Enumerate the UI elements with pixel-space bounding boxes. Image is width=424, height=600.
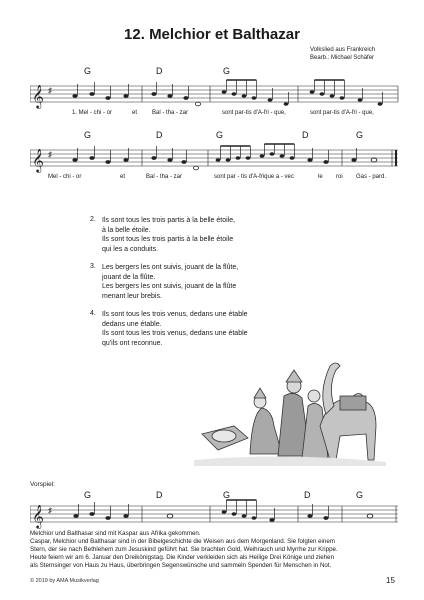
svg-text:♯: ♯ [48, 150, 52, 159]
lyrics-segment: Bal - tha - zar [146, 174, 183, 180]
verse-line: Ils sont tous les trois partis à la belle étoile [102, 236, 234, 243]
svg-text:𝄞: 𝄞 [32, 148, 44, 172]
staff-lines [30, 76, 400, 126]
nativity-illustration [190, 356, 390, 468]
lyrics-segment: sont par-tis d'A-fri - que, [310, 110, 374, 116]
chord-symbol: D [156, 490, 163, 500]
lyrics-segment: et [120, 174, 126, 180]
lyrics-segment: sont par-tis d'A-fri - que, [222, 110, 286, 116]
chord-symbol: G [216, 130, 224, 140]
vorspiel-label: Vorspiel: [30, 481, 55, 488]
song-title: 12. Melchior et Balthazar [124, 26, 300, 43]
verses-block [90, 216, 300, 357]
chord-symbol: G [356, 490, 364, 500]
verse [90, 216, 300, 254]
description-line: Heute feiern wir am 6. Januar den Dreikönigstag. Die Kinder verkleiden sich als Heilige Drei Könige und ziehen [30, 554, 335, 561]
description-text [30, 530, 394, 570]
lyrics-segment: sont par - tis d'A-frique a - vec [214, 174, 294, 180]
lyrics-segment: roi [336, 174, 343, 180]
lyrics-segment: le [318, 174, 323, 180]
svg-text:𝄞: 𝄞 [32, 504, 44, 528]
credit-arranger: Bearb.: Michael Schäfer [310, 55, 375, 61]
chord-symbol: G [84, 66, 92, 76]
lyrics-segment: Gas - pard. [356, 174, 387, 180]
lyrics-segment: 1. Mel - chi - or [72, 110, 113, 116]
chord-symbol: D [156, 66, 163, 76]
lyrics-segment: Mel - chi - or [48, 174, 82, 180]
svg-text:♯: ♯ [48, 86, 52, 95]
svg-text:𝄞: 𝄞 [32, 84, 44, 108]
lyrics-segment: Bal - tha - zar [152, 110, 189, 116]
verse-line: qu'ils ont reconnue. [102, 339, 163, 347]
copyright-notice: © 2019 by AMA Musikverlag [30, 578, 99, 584]
verse-number: 4. [90, 310, 96, 317]
verse-number: 3. [90, 263, 96, 270]
verse-line: dedans une étable. [102, 320, 162, 328]
description-line: Caspar, Melchior und Balthasar sind in der Bibelgeschichte die Weisen aus dem Morgenland. Sie folgten einem [30, 538, 335, 545]
verse-line: jouant de la flûte. [102, 273, 156, 281]
svg-text:♯: ♯ [48, 506, 52, 515]
verse-line: Les bergers les ont suivis, jouant de la flûte, [102, 264, 239, 271]
chord-symbol: D [304, 490, 311, 500]
verse-line: Ils sont tous les trois partis à la belle étoile, [102, 217, 236, 224]
chord-symbol: G [356, 130, 364, 140]
chord-symbol: G [223, 66, 231, 76]
chord-symbol: G [223, 490, 231, 500]
staff-lines [30, 140, 400, 190]
page-number: 15 [386, 576, 395, 585]
verse-line: Les bergers les ont suivis, jouant de la flûte [102, 283, 237, 290]
verse-line: Ils sont tous les trois venus, dedans une étable [102, 330, 248, 337]
chord-symbol: G [84, 490, 92, 500]
description-line: als Sternsinger von Haus zu Haus, überbringen Segenswünsche und sammeln Spenden für Menschen in Not. [30, 562, 332, 569]
credit-origin: Volkslied aus Frankreich [310, 47, 376, 53]
verse-line: qui les a conduits. [102, 245, 159, 253]
verse-line: à la belle étoile. [102, 226, 151, 234]
verse-line: Ils sont tous les trois venus, dedans une étable [102, 311, 248, 318]
lyrics-segment: et [132, 110, 138, 116]
description-line: Melchior und Balthasar sind mit Kaspar aus Afrika gekommen. [30, 530, 201, 537]
description-line: Stern, der sie nach Bethlehem zum Jesuskind geführt hat. Sie brachten Gold, Weihrauch und Myrrhe zur Krippe. [30, 546, 338, 553]
chord-symbol: D [156, 130, 163, 140]
chord-symbol: G [84, 130, 92, 140]
verse [90, 263, 300, 301]
chord-symbol: D [302, 130, 309, 140]
verse [90, 310, 300, 348]
verse-line: menant leur brebis. [102, 292, 162, 300]
verse-number: 2. [90, 216, 96, 223]
song-credits [310, 46, 375, 62]
